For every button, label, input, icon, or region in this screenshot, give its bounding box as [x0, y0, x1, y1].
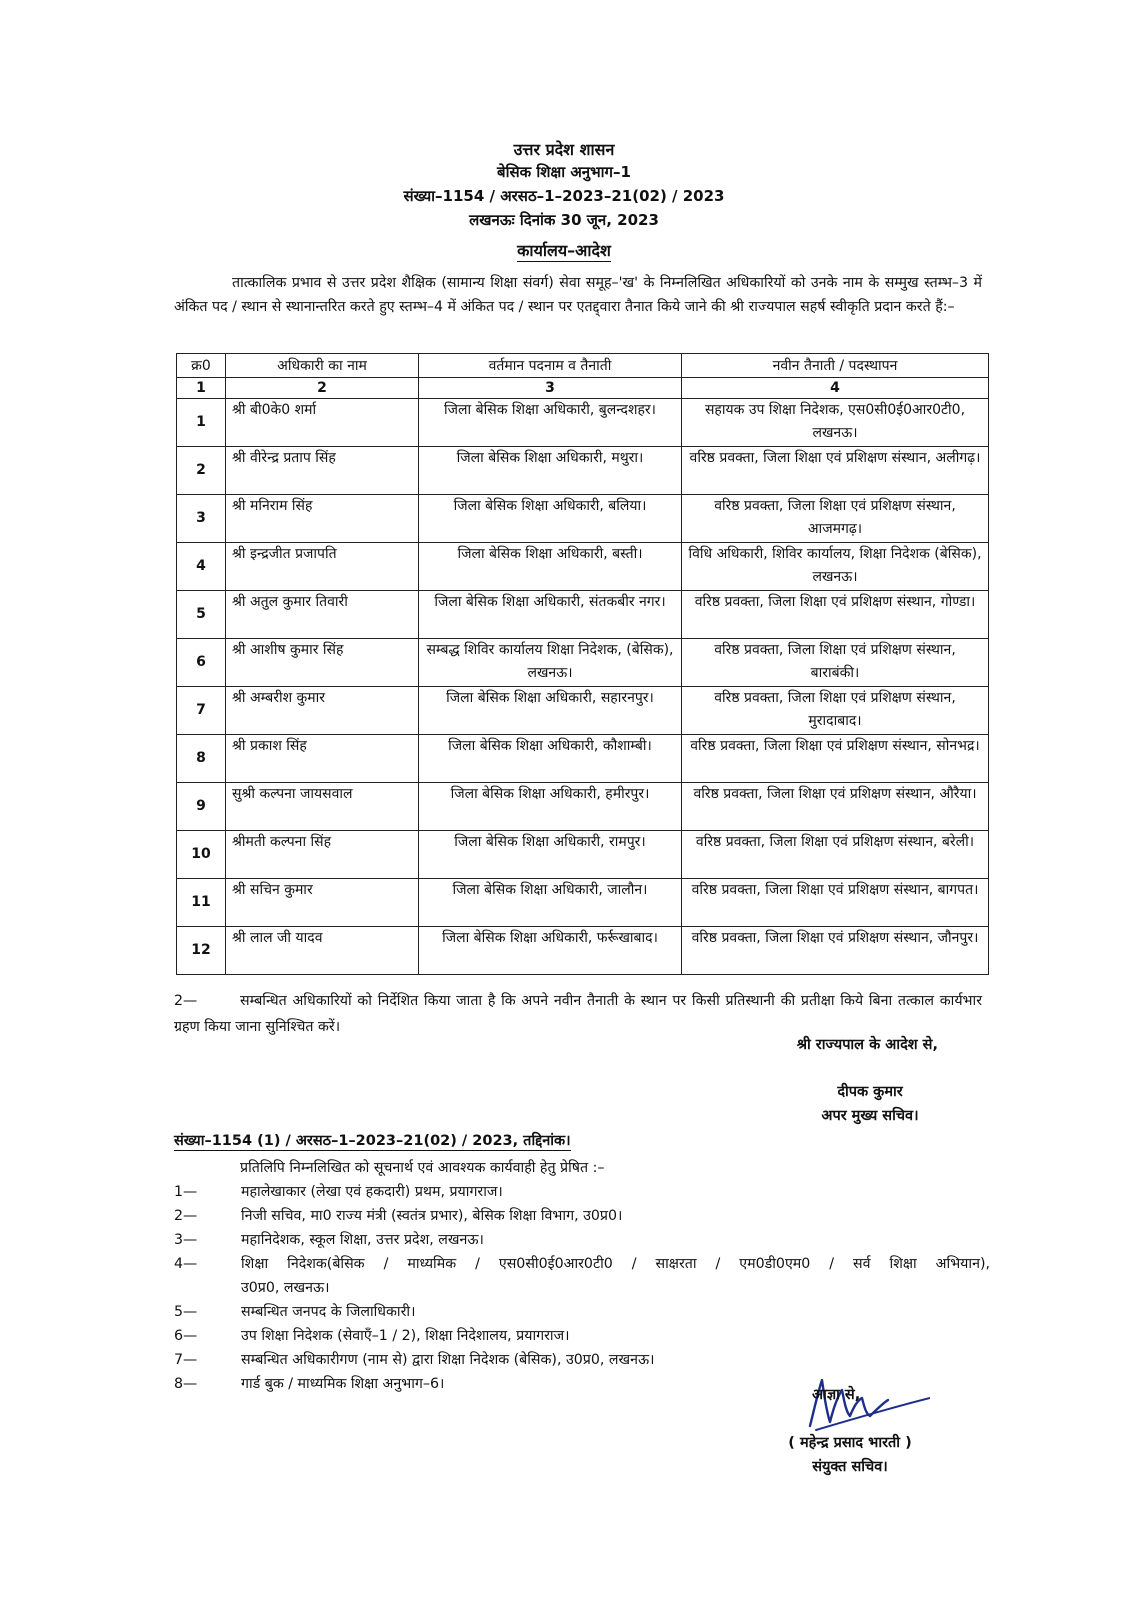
column-number: 4: [682, 378, 989, 399]
name-cell: श्री प्रकाश सिंह: [226, 735, 419, 783]
list-item-text: शिक्षा निदेशक(बेसिक / माध्यमिक / एस0सी0ई0आर0टी0 / साक्षरता / एम0डी0एम0 / सर्व शिक्षा अभियान),: [241, 1256, 990, 1272]
new-post-cell: वरिष्ठ प्रवक्ता, जिला शिक्षा एवं प्रशिक्षण संस्थान, बागपत।: [682, 879, 989, 927]
table-row: [177, 831, 989, 879]
table-row: [177, 783, 989, 831]
signatory-block-1: [770, 1080, 970, 1128]
list-item-text: सम्बन्धित अधिकारीगण (नाम से) द्वारा शिक्षा निदेशक (बेसिक), उ0प्र0, लखनऊ।: [241, 1352, 655, 1368]
serial-cell: 3: [177, 495, 226, 543]
paragraph-number: 2—: [174, 993, 198, 1009]
signatory-1-name: दीपक कुमार: [837, 1084, 903, 1100]
copy-recipient-list: [174, 1180, 990, 1396]
list-item: [174, 1180, 990, 1204]
serial-cell: 2: [177, 447, 226, 495]
list-item-text: महालेखाकार (लेखा एवं हकदारी) प्रथम, प्रयागराज।: [241, 1184, 503, 1200]
header-section: बेसिक शिक्षा अनुभाग–1: [497, 163, 631, 181]
new-post-cell: सहायक उप शिक्षा निदेशक, एस0सी0ई0आर0टी0, लखनऊ।: [682, 399, 989, 447]
list-item: [174, 1324, 990, 1348]
list-item-number: 1—: [174, 1184, 198, 1200]
handwritten-signature: [780, 1370, 930, 1440]
current-post-cell: जिला बेसिक शिक्षा अधिकारी, कौशाम्बी।: [419, 735, 682, 783]
current-post-cell: जिला बेसिक शिक्षा अधिकारी, रामपुर।: [419, 831, 682, 879]
new-post-cell: वरिष्ठ प्रवक्ता, जिला शिक्षा एवं प्रशिक्षण संस्थान, जौनपुर।: [682, 927, 989, 975]
column-number: 1: [177, 378, 226, 399]
column-number: 2: [226, 378, 419, 399]
copy-reference-line: संख्या–1154 (1) / अरसठ–1–2023–21(02) / 2023, तद्दिनांक।: [174, 1130, 571, 1151]
governor-order-line: श्री राज्यपाल के आदेश से,: [796, 1037, 938, 1053]
current-post-cell: जिला बेसिक शिक्षा अधिकारी, मथुरा।: [419, 447, 682, 495]
current-post-cell: जिला बेसिक शिक्षा अधिकारी, संतकबीर नगर।: [419, 591, 682, 639]
list-item-number: 6—: [174, 1328, 198, 1344]
current-post-cell: जिला बेसिक शिक्षा अधिकारी, बलिया।: [419, 495, 682, 543]
table-row: [177, 879, 989, 927]
column-number: 3: [419, 378, 682, 399]
name-cell: श्री मनिराम सिंह: [226, 495, 419, 543]
table-row: [177, 495, 989, 543]
order-title-text: कार्यालय–आदेश: [517, 241, 611, 260]
column-number-row: [177, 378, 989, 399]
by-order-text: आज्ञा से,: [812, 1387, 861, 1403]
serial-cell: 9: [177, 783, 226, 831]
name-cell: सुश्री कल्पना जायसवाल: [226, 783, 419, 831]
new-post-cell: वरिष्ठ प्रवक्ता, जिला शिक्षा एवं प्रशिक्षण संस्थान, औरैया।: [682, 783, 989, 831]
name-cell: श्री आशीष कुमार सिंह: [226, 639, 419, 687]
name-cell: श्री इन्द्रजीत प्रजापति: [226, 543, 419, 591]
table-row: [177, 591, 989, 639]
list-item: [174, 1348, 990, 1372]
new-post-cell: वरिष्ठ प्रवक्ता, जिला शिक्षा एवं प्रशिक्षण संस्थान, बरेली।: [682, 831, 989, 879]
list-item: [174, 1300, 990, 1324]
serial-cell: 5: [177, 591, 226, 639]
list-item-text-continued: उ0प्र0, लखनऊ।: [241, 1280, 330, 1296]
paragraph-2-text: सम्बन्धित अधिकारियों को निर्देशित किया जाता है कि अपने नवीन तैनाती के स्थान पर किसी प्रतिस्थानी की प्रतीक्षा किये बिना तत्काल कार्यभार ग्रहण किया जाना सुनिश्चित करें।: [174, 993, 982, 1035]
new-post-cell: वरिष्ठ प्रवक्ता, जिला शिक्षा एवं प्रशिक्षण संस्थान, मुरादाबाद।: [682, 687, 989, 735]
list-item-text: सम्बन्धित जनपद के जिलाधिकारी।: [241, 1304, 416, 1320]
name-cell: श्री वीरेन्द्र प्रताप सिंह: [226, 447, 419, 495]
list-item-number: 5—: [174, 1304, 198, 1320]
name-cell: श्री बी0के0 शर्मा: [226, 399, 419, 447]
new-post-cell: वरिष्ठ प्रवक्ता, जिला शिक्षा एवं प्रशिक्षण संस्थान, अलीगढ़।: [682, 447, 989, 495]
new-post-cell: वरिष्ठ प्रवक्ता, जिला शिक्षा एवं प्रशिक्षण संस्थान, आजमगढ़।: [682, 495, 989, 543]
list-item-number: 7—: [174, 1352, 198, 1368]
header-reference-number: संख्या–1154 / अरसठ–1–2023–21(02) / 2023: [403, 187, 725, 205]
list-item: [174, 1228, 990, 1252]
table-row: [177, 543, 989, 591]
current-post-cell: जिला बेसिक शिक्षा अधिकारी, बुलन्दशहर।: [419, 399, 682, 447]
signatory-2-designation: संयुक्त सचिव।: [812, 1459, 888, 1475]
new-post-cell: वरिष्ठ प्रवक्ता, जिला शिक्षा एवं प्रशिक्षण संस्थान, गोण्डा।: [682, 591, 989, 639]
transfer-table: [176, 353, 989, 975]
header-serial: क्र0: [177, 354, 226, 378]
new-post-cell: वरिष्ठ प्रवक्ता, जिला शिक्षा एवं प्रशिक्षण संस्थान, सोनभद्र।: [682, 735, 989, 783]
table-row: [177, 399, 989, 447]
header-current-post: वर्तमान पदनाम व तैनाती: [419, 354, 682, 378]
serial-cell: 12: [177, 927, 226, 975]
new-post-cell: विधि अधिकारी, शिविर कार्यालय, शिक्षा निदेशक (बेसिक), लखनऊ।: [682, 543, 989, 591]
list-item-text: महानिदेशक, स्कूल शिक्षा, उत्तर प्रदेश, लखनऊ।: [241, 1232, 484, 1248]
serial-cell: 7: [177, 687, 226, 735]
list-item-number: 4—: [174, 1256, 198, 1272]
list-item: [174, 1252, 990, 1300]
list-item-text: उप शिक्षा निदेशक (सेवाएँ–1 / 2), शिक्षा निदेशालय, प्रयागराज।: [241, 1328, 570, 1344]
table-row: [177, 927, 989, 975]
name-cell: श्री अतुल कुमार तिवारी: [226, 591, 419, 639]
order-title: [0, 239, 1128, 261]
serial-cell: 6: [177, 639, 226, 687]
list-item-number: 8—: [174, 1376, 198, 1392]
header-government: उत्तर प्रदेश शासन: [513, 140, 615, 159]
serial-cell: 11: [177, 879, 226, 927]
new-post-cell: वरिष्ठ प्रवक्ता, जिला शिक्षा एवं प्रशिक्षण संस्थान, बाराबंकी।: [682, 639, 989, 687]
current-post-cell: जिला बेसिक शिक्षा अधिकारी, जालौन।: [419, 879, 682, 927]
current-post-cell: जिला बेसिक शिक्षा अधिकारी, बस्ती।: [419, 543, 682, 591]
current-post-cell: जिला बेसिक शिक्षा अधिकारी, सहारनपुर।: [419, 687, 682, 735]
header-new-post: नवीन तैनाती / पदस्थापन: [682, 354, 989, 378]
list-item-number: 2—: [174, 1208, 198, 1224]
name-cell: श्री लाल जी यादव: [226, 927, 419, 975]
intro-paragraph: तात्कालिक प्रभाव से उत्तर प्रदेश शैक्षिक (सामान्य शिक्षा संवर्ग) सेवा समूह–'ख' के निम्नलिखित अधिकारियों को उनके नाम के सम्मुख स्तम्भ–3 में अंकित पद / स्थान से स्थानान्तरित करते हुए स्तम्भ–4 में अंकित पद / स्थान पर एतद्द्वारा तैनात किये जाने की श्री राज्यपाल सहर्ष स्वीकृति प्रदान करते हैं:–: [174, 275, 982, 315]
paragraph-2: [174, 988, 982, 1040]
header-date: लखनऊः दिनांक 30 जून, 2023: [469, 211, 659, 229]
header-officer-name: अधिकारी का नाम: [226, 354, 419, 378]
table-row: [177, 639, 989, 687]
serial-cell: 1: [177, 399, 226, 447]
current-post-cell: जिला बेसिक शिक्षा अधिकारी, फर्रूखाबाद।: [419, 927, 682, 975]
current-post-cell: सम्बद्ध शिविर कार्यालय शिक्षा निदेशक, (बेसिक), लखनऊ।: [419, 639, 682, 687]
name-cell: श्रीमती कल्पना सिंह: [226, 831, 419, 879]
list-item-number: 3—: [174, 1232, 198, 1248]
signatory-block-2: [760, 1370, 940, 1490]
table-header-row: [177, 354, 989, 378]
table-row: [177, 687, 989, 735]
serial-cell: 10: [177, 831, 226, 879]
current-post-cell: जिला बेसिक शिक्षा अधिकारी, हमीरपुर।: [419, 783, 682, 831]
signatory-1-designation: अपर मुख्य सचिव।: [821, 1108, 919, 1124]
table-row: [177, 735, 989, 783]
list-item-text: गार्ड बुक / माध्यमिक शिक्षा अनुभाग–6।: [241, 1376, 445, 1392]
name-cell: श्री अम्बरीश कुमार: [226, 687, 419, 735]
list-item: [174, 1204, 990, 1228]
list-item-text: निजी सचिव, मा0 राज्य मंत्री (स्वतंत्र प्रभार), बेसिक शिक्षा विभाग, उ0प्र0।: [241, 1208, 623, 1224]
serial-cell: 4: [177, 543, 226, 591]
copy-intro: प्रतिलिपि निम्नलिखित को सूचनार्थ एवं आवश्यक कार्यवाही हेतु प्रेषित :–: [240, 1160, 605, 1176]
table-row: [177, 447, 989, 495]
name-cell: श्री सचिन कुमार: [226, 879, 419, 927]
serial-cell: 8: [177, 735, 226, 783]
signatory-2-name: ( महेन्द्र प्रसाद भारती ): [788, 1435, 912, 1451]
